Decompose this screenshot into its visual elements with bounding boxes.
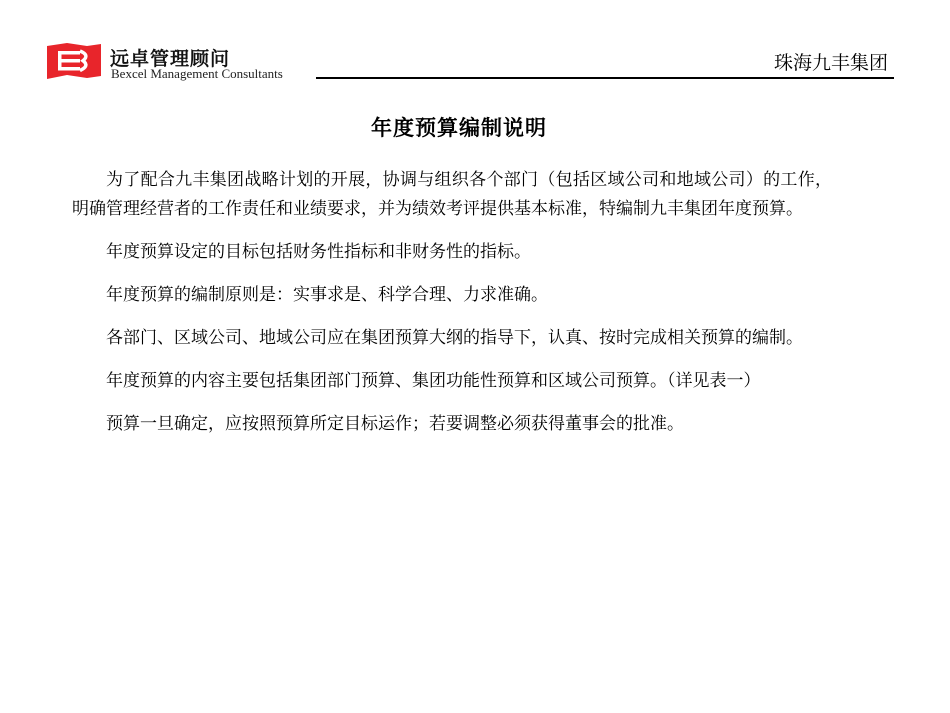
paragraph-4: 各部门、区域公司、地域公司应在集团预算大纲的指导下，认真、按时完成相关预算的编制。 xyxy=(106,328,803,348)
logo-english-name: Bexcel Management Consultants xyxy=(111,66,283,81)
paragraph-5: 年度预算的内容主要包括集团部门预算、集团功能性预算和区域公司预算。（详见表一） xyxy=(106,371,761,391)
header-rule xyxy=(316,77,894,79)
document-body xyxy=(72,166,832,453)
page-header xyxy=(0,0,950,90)
logo-chinese-name: 远卓管理顾问 xyxy=(110,48,231,70)
bexcel-logo-icon xyxy=(43,42,105,80)
paragraph-1: 为了配合九丰集团战略计划的开展，协调与组织各个部门（包括区域公司和地域公司）的工作，明确管理经营者的工作责任和业绩要求，并为绩效考评提供基本标准，特编制九丰集团年度预算。 xyxy=(72,170,832,219)
paragraph-6: 预算一旦确定，应按照预算所定目标运作；若要调整必须获得董事会的批准。 xyxy=(106,414,684,434)
paragraph-3: 年度预算的编制原则是：实事求是、科学合理、力求准确。 xyxy=(106,285,548,305)
company-name: 珠海九丰集团 xyxy=(773,52,888,74)
paragraph-2: 年度预算设定的目标包括财务性指标和非财务性的指标。 xyxy=(106,242,531,262)
document-title: 年度预算编制说明 xyxy=(371,116,547,140)
